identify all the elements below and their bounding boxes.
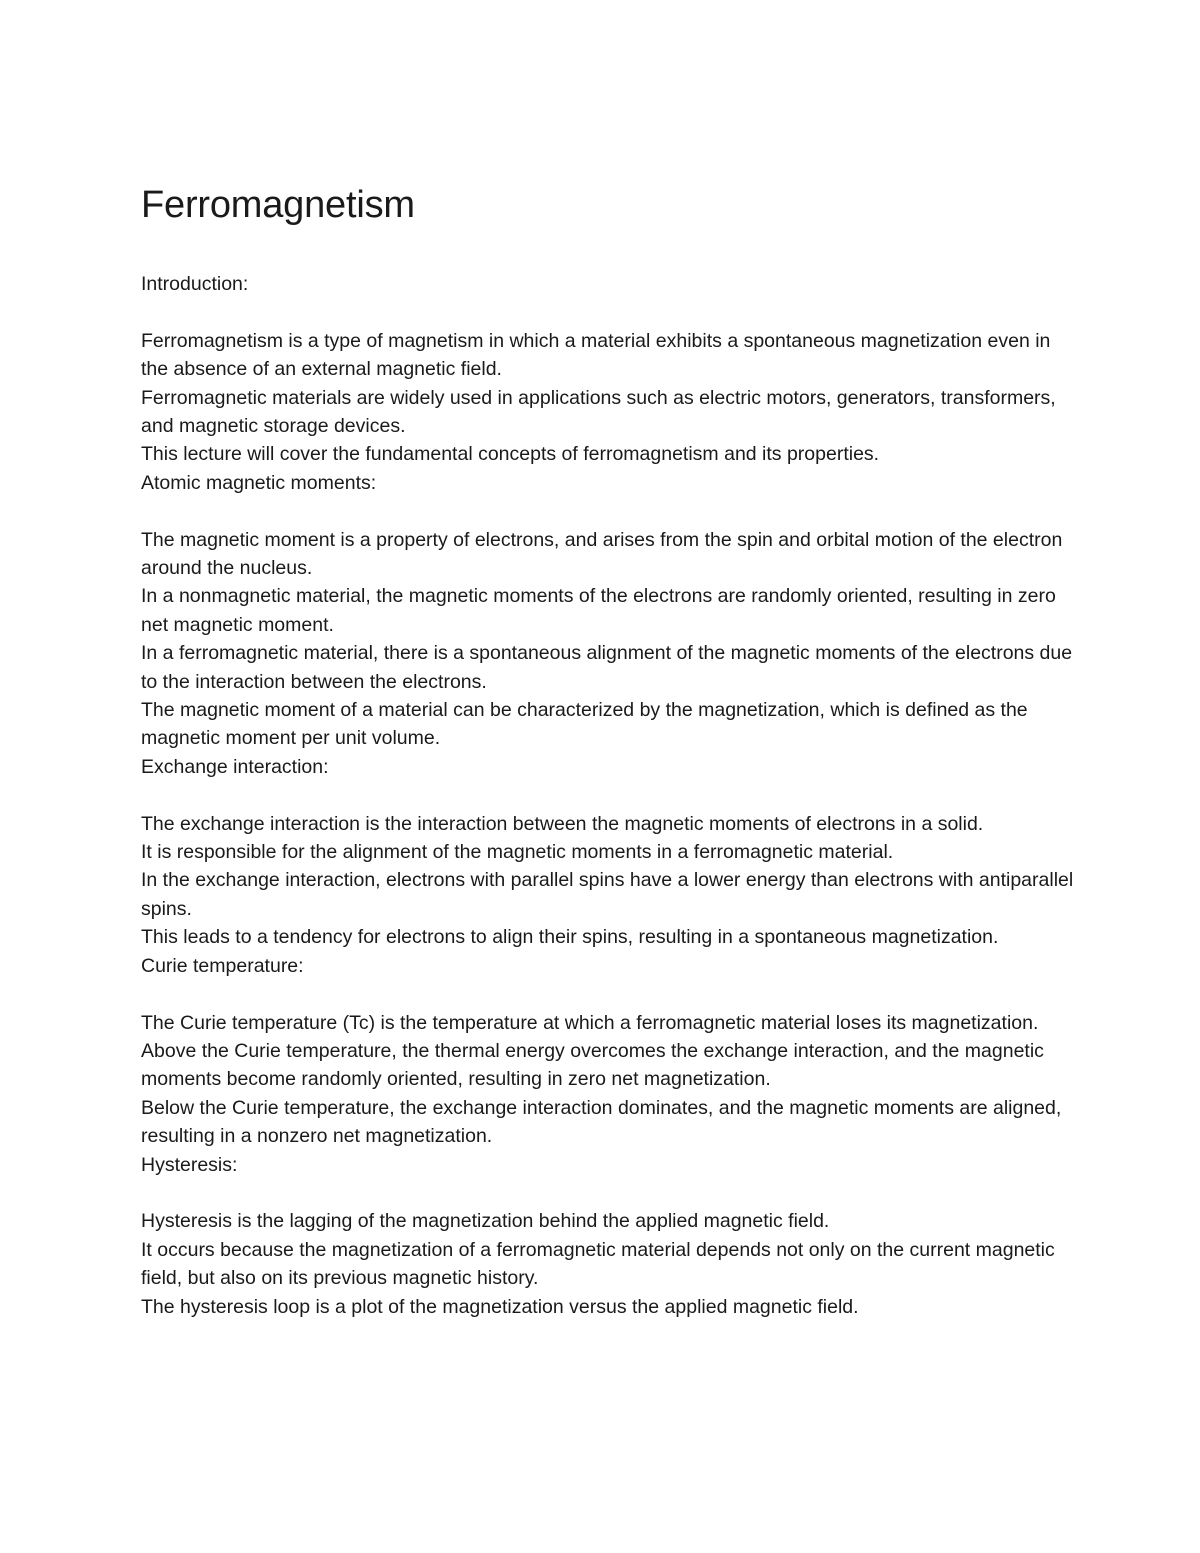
spacer bbox=[141, 1179, 1076, 1207]
paragraph: Ferromagnetism is a type of magnetism in which a material exhibits a spontaneous magnetization even in the absence of an external magnetic field. bbox=[141, 329, 1056, 381]
paragraph: Hysteresis is the lagging of the magnetization behind the applied magnetic field. bbox=[141, 1210, 830, 1233]
paragraph: Above the Curie temperature, the thermal energy overcomes the exchange interaction, and the magnetic moments become randomly oriented, resulting in zero net magnetization. bbox=[141, 1039, 1050, 1091]
spacer bbox=[141, 298, 1076, 326]
paragraph: Below the Curie temperature, the exchange interaction dominates, and the magnetic moments are aligned, resulting in a nonzero net magnetization. bbox=[141, 1096, 1067, 1148]
spacer bbox=[141, 497, 1076, 525]
spacer bbox=[141, 980, 1076, 1008]
paragraph: The magnetic moment of a material can be characterized by the magnetization, which is defined as the magnetic moment per unit volume. bbox=[141, 699, 1034, 750]
paragraph: Ferromagnetic materials are widely used in applications such as electric motors, generators, transformers, and magnetic storage devices. bbox=[141, 386, 1062, 438]
paragraph: This lecture will cover the fundamental concepts of ferromagnetism and its properties. bbox=[141, 443, 880, 466]
paragraph: This leads to a tendency for electrons to align their spins, resulting in a spontaneous magnetization. bbox=[141, 926, 999, 949]
paragraph: The magnetic moment is a property of electrons, and arises from the spin and orbital motion of the electron around the nucleus. bbox=[141, 528, 1068, 580]
paragraph: In the exchange interaction, electrons with parallel spins have a lower energy than electrons with antiparallel spins. bbox=[141, 869, 1079, 920]
spacer bbox=[141, 781, 1076, 809]
section-heading-exchange-interaction: Exchange interaction: bbox=[141, 755, 329, 778]
paragraph: The hysteresis loop is a plot of the magnetization versus the applied magnetic field. bbox=[141, 1295, 859, 1318]
section-heading-introduction: Introduction: bbox=[141, 273, 249, 295]
section-heading-hysteresis: Hysteresis: bbox=[141, 1153, 238, 1176]
section-heading-curie-temperature: Curie temperature: bbox=[141, 954, 304, 977]
document-page bbox=[141, 182, 1079, 1321]
paragraph: It occurs because the magnetization of a ferromagnetic material depends not only on the current magnetic field, but also on its previous magnetic history. bbox=[141, 1238, 1061, 1290]
paragraph: In a nonmagnetic material, the magnetic moments of the electrons are randomly oriented, resulting in zero net magnetic moment. bbox=[141, 585, 1062, 636]
paragraph: It is responsible for the alignment of the magnetic moments in a ferromagnetic material. bbox=[141, 841, 894, 864]
document-title: Ferromagnetism bbox=[141, 184, 415, 226]
paragraph: In a ferromagnetic material, there is a spontaneous alignment of the magnetic moments of the electrons due to the interaction between the electrons. bbox=[141, 642, 1078, 693]
paragraph: The Curie temperature (Tc) is the temperature at which a ferromagnetic material loses its magnetization. bbox=[141, 1011, 1039, 1034]
paragraph: The exchange interaction is the interaction between the magnetic moments of electrons in a solid. bbox=[141, 812, 984, 835]
document-body bbox=[141, 270, 1079, 1321]
section-heading-atomic-magnetic-moments: Atomic magnetic moments: bbox=[141, 471, 377, 494]
